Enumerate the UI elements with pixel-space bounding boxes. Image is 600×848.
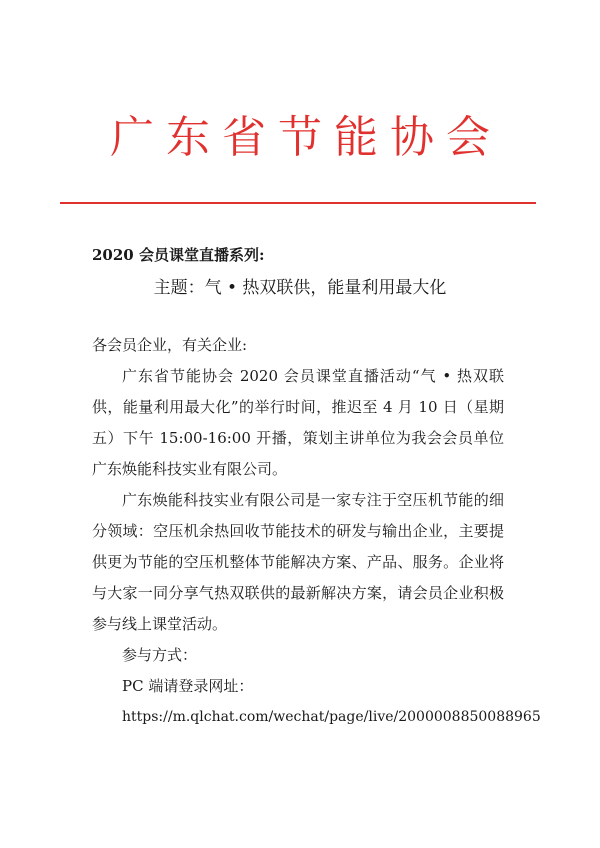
paragraph-schedule: 广东省节能协会 2020 会员课堂直播活动“气 • 热双联供，能量利用最大化”的举行时间，推迟至 4 月 10 日（星期五）下午 15:00-16:00 开播，策划主讲单位为我会会员单位广东焕能科技实业有限公司。	[92, 367, 504, 478]
organization-letterhead-title: 广东省节能协会	[110, 112, 502, 163]
letterhead-divider	[60, 202, 536, 204]
notice-body	[92, 330, 541, 733]
live-url[interactable]: https://m.qlchat.com/wechat/page/live/2000008850088965	[122, 709, 541, 725]
paragraph-company: 广东焕能科技实业有限公司是一家专注于空压机节能的细分领域：空压机余热回收节能技术的研发与输出企业，主要提供更为节能的空压机整体节能解决方案、产品、服务。企业将与大家一同分享气热双联供的最新解决方案，请会员企业积极参与线上课堂活动。	[92, 491, 504, 633]
series-heading: 2020 会员课堂直播系列:	[92, 246, 265, 264]
salutation: 各会员企业，有关企业:	[92, 336, 248, 354]
participation-label: 参与方式：	[122, 646, 198, 664]
pc-login-label: PC 端请登录网址：	[122, 677, 254, 695]
subject-heading: 主题：气 • 热双联供，能量利用最大化	[153, 278, 447, 298]
